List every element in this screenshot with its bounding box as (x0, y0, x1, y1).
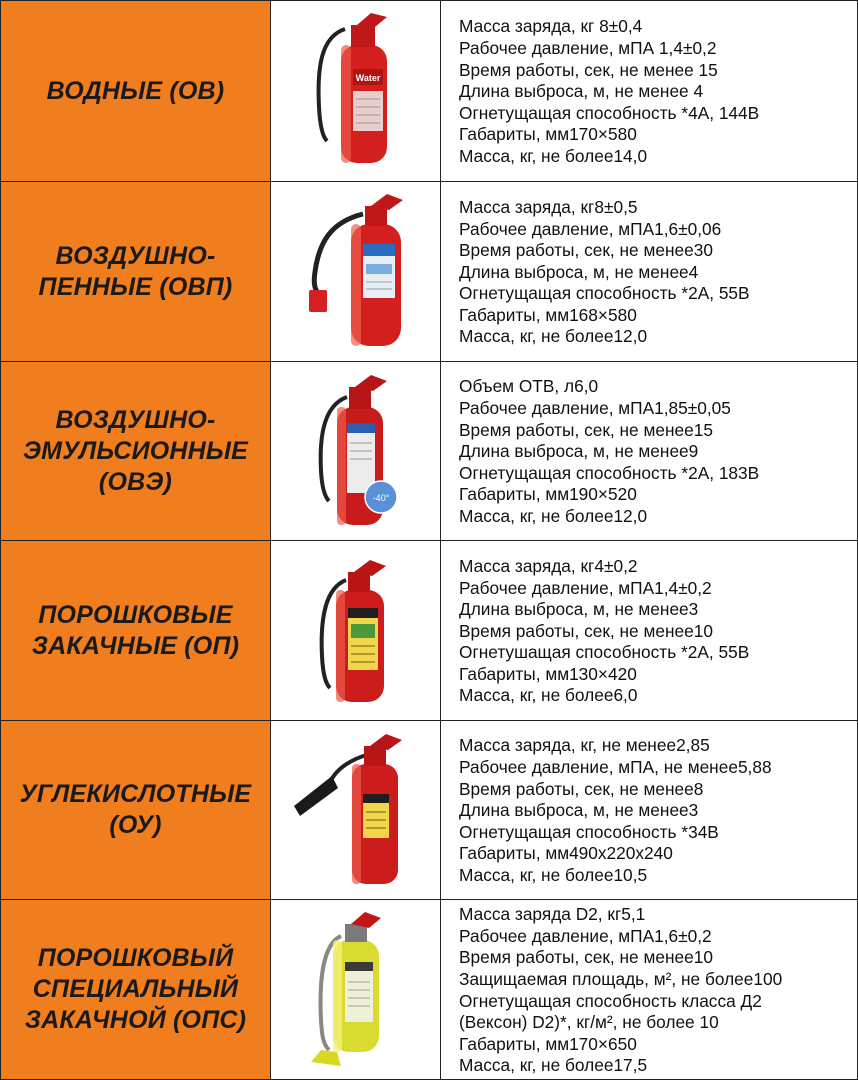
emulsion-extinguisher-icon (301, 371, 411, 531)
spec-line: Огнетущащая способность класса Д2 (459, 990, 762, 1011)
type-label: ПОРОШКОВЫЙ СПЕЦИАЛЬНЫЙ ЗАКАЧНОЙ (ОПС) (24, 944, 247, 1034)
type-label: УГЛЕКИСЛОТНЫЕ (ОУ) (19, 780, 252, 839)
spec-line: Огнетущащая способность *34В (459, 821, 719, 842)
table-row (1, 182, 857, 362)
spec-line: Длина выброса, м, не менее 4 (459, 81, 704, 102)
spec-line: Огнетущащая способность *4А, 144В (459, 102, 760, 123)
spec-line: Время работы, сек, не менее10 (459, 620, 713, 641)
spec-line: Масса заряда D2, кг5,1 (459, 904, 646, 925)
spec-line: Рабочее давление, мПА, не менее5,88 (459, 757, 772, 778)
type-cell (1, 182, 271, 361)
image-cell (271, 362, 441, 540)
spec-line: Масса, кг, не более6,0 (459, 685, 638, 706)
spec-line: Огнетущащая способность *2А, 183В (459, 462, 760, 483)
type-label: ПОРОШКОВЫЕ ЗАКАЧНЫЕ (ОП) (31, 600, 240, 660)
spec-line: Габариты, мм130×420 (459, 663, 637, 684)
table-row (1, 541, 857, 721)
spec-line: Масса, кг, не более10,5 (459, 864, 648, 885)
spec-line: Длина выброса, м, не менее3 (459, 800, 699, 821)
table-row (1, 362, 857, 541)
spec-line: Масса заряда, кг8±0,5 (459, 196, 638, 217)
type-cell (1, 362, 271, 540)
specs-cell (441, 900, 857, 1079)
table-row (1, 1, 857, 182)
type-cell (1, 721, 271, 899)
spec-line: Масса, кг, не более14,0 (459, 145, 648, 166)
specs-cell (441, 182, 857, 361)
spec-line: Огнетушащая способность *2А, 55В (459, 642, 750, 663)
spec-line: Длина выброса, м, не менее4 (459, 261, 699, 282)
spec-line: Огнетущащая способность *2А, 55В (459, 283, 750, 304)
spec-line: Время работы, сек, не менее 15 (459, 59, 718, 80)
spec-line: Время работы, сек, не менее15 (459, 419, 713, 440)
image-cell (271, 182, 441, 361)
temperature-badge: -40° (372, 493, 389, 503)
type-label: ВОЗДУШНО- ЭМУЛЬСИОННЫЕ (ОВЭ) (23, 405, 248, 496)
spec-line: Рабочее давление, мПА1,6±0,06 (459, 218, 722, 239)
specs-cell (441, 721, 857, 899)
spec-line: Масса, кг, не более12,0 (459, 326, 648, 347)
type-cell (1, 541, 271, 720)
table-row (1, 721, 857, 900)
image-cell (271, 541, 441, 720)
foam-extinguisher-icon (291, 192, 421, 352)
special-powder-extinguisher-icon (301, 910, 411, 1070)
spec-line: Габариты, мм190×520 (459, 484, 637, 505)
type-label: ВОДНЫЕ (ОВ) (46, 76, 225, 105)
image-cell (271, 1, 441, 181)
spec-line: Габариты, мм490х220х240 (459, 843, 673, 864)
type-cell (1, 900, 271, 1079)
spec-line: Масса, кг, не более12,0 (459, 505, 648, 526)
spec-line: Масса заряда, кг, не менее2,85 (459, 735, 710, 756)
image-cell (271, 900, 441, 1079)
spec-line: Защищаемая площадь, м², не более100 (459, 968, 783, 989)
type-label: ВОЗДУШНО- ПЕННЫЕ (ОВП) (38, 241, 233, 301)
specs-cell (441, 1, 857, 181)
spec-line: Рабочее давление, мПА 1,4±0,2 (459, 38, 717, 59)
co2-extinguisher-icon (286, 730, 426, 890)
specs-cell (441, 541, 857, 720)
spec-line: Рабочее давление, мПА1,4±0,2 (459, 577, 712, 598)
spec-line: Рабочее давление, мПА1,6±0,2 (459, 925, 712, 946)
spec-line: Габариты, мм168×580 (459, 304, 637, 325)
spec-line: Время работы, сек, не менее30 (459, 240, 713, 261)
specs-cell (441, 362, 857, 540)
spec-line: Объем ОТВ, л6,0 (459, 376, 599, 397)
image-cell (271, 721, 441, 899)
spec-line: Габариты, мм170×650 (459, 1033, 637, 1054)
spec-line: Время работы, сек, не менее8 (459, 778, 704, 799)
spec-line: Масса заряда, кг4±0,2 (459, 555, 638, 576)
table-row (1, 900, 857, 1079)
spec-line: Габариты, мм170×580 (459, 124, 637, 145)
type-cell (1, 1, 271, 181)
spec-line: Длина выброса, м, не менее3 (459, 599, 699, 620)
powder-extinguisher-icon (306, 556, 406, 706)
spec-line: Время работы, сек, не менее10 (459, 947, 713, 968)
spec-line: Масса, кг, не более17,5 (459, 1055, 648, 1076)
spec-line: Длина выброса, м, не менее9 (459, 441, 699, 462)
extinguisher-label: Water (355, 73, 380, 83)
spec-line: Рабочее давление, мПА1,85±0,05 (459, 398, 731, 419)
spec-line: Масса заряда, кг 8±0,4 (459, 16, 643, 37)
water-extinguisher-icon (301, 7, 411, 175)
spec-line: (Вексон) D2)*, кг/м², не более 10 (459, 1012, 719, 1033)
